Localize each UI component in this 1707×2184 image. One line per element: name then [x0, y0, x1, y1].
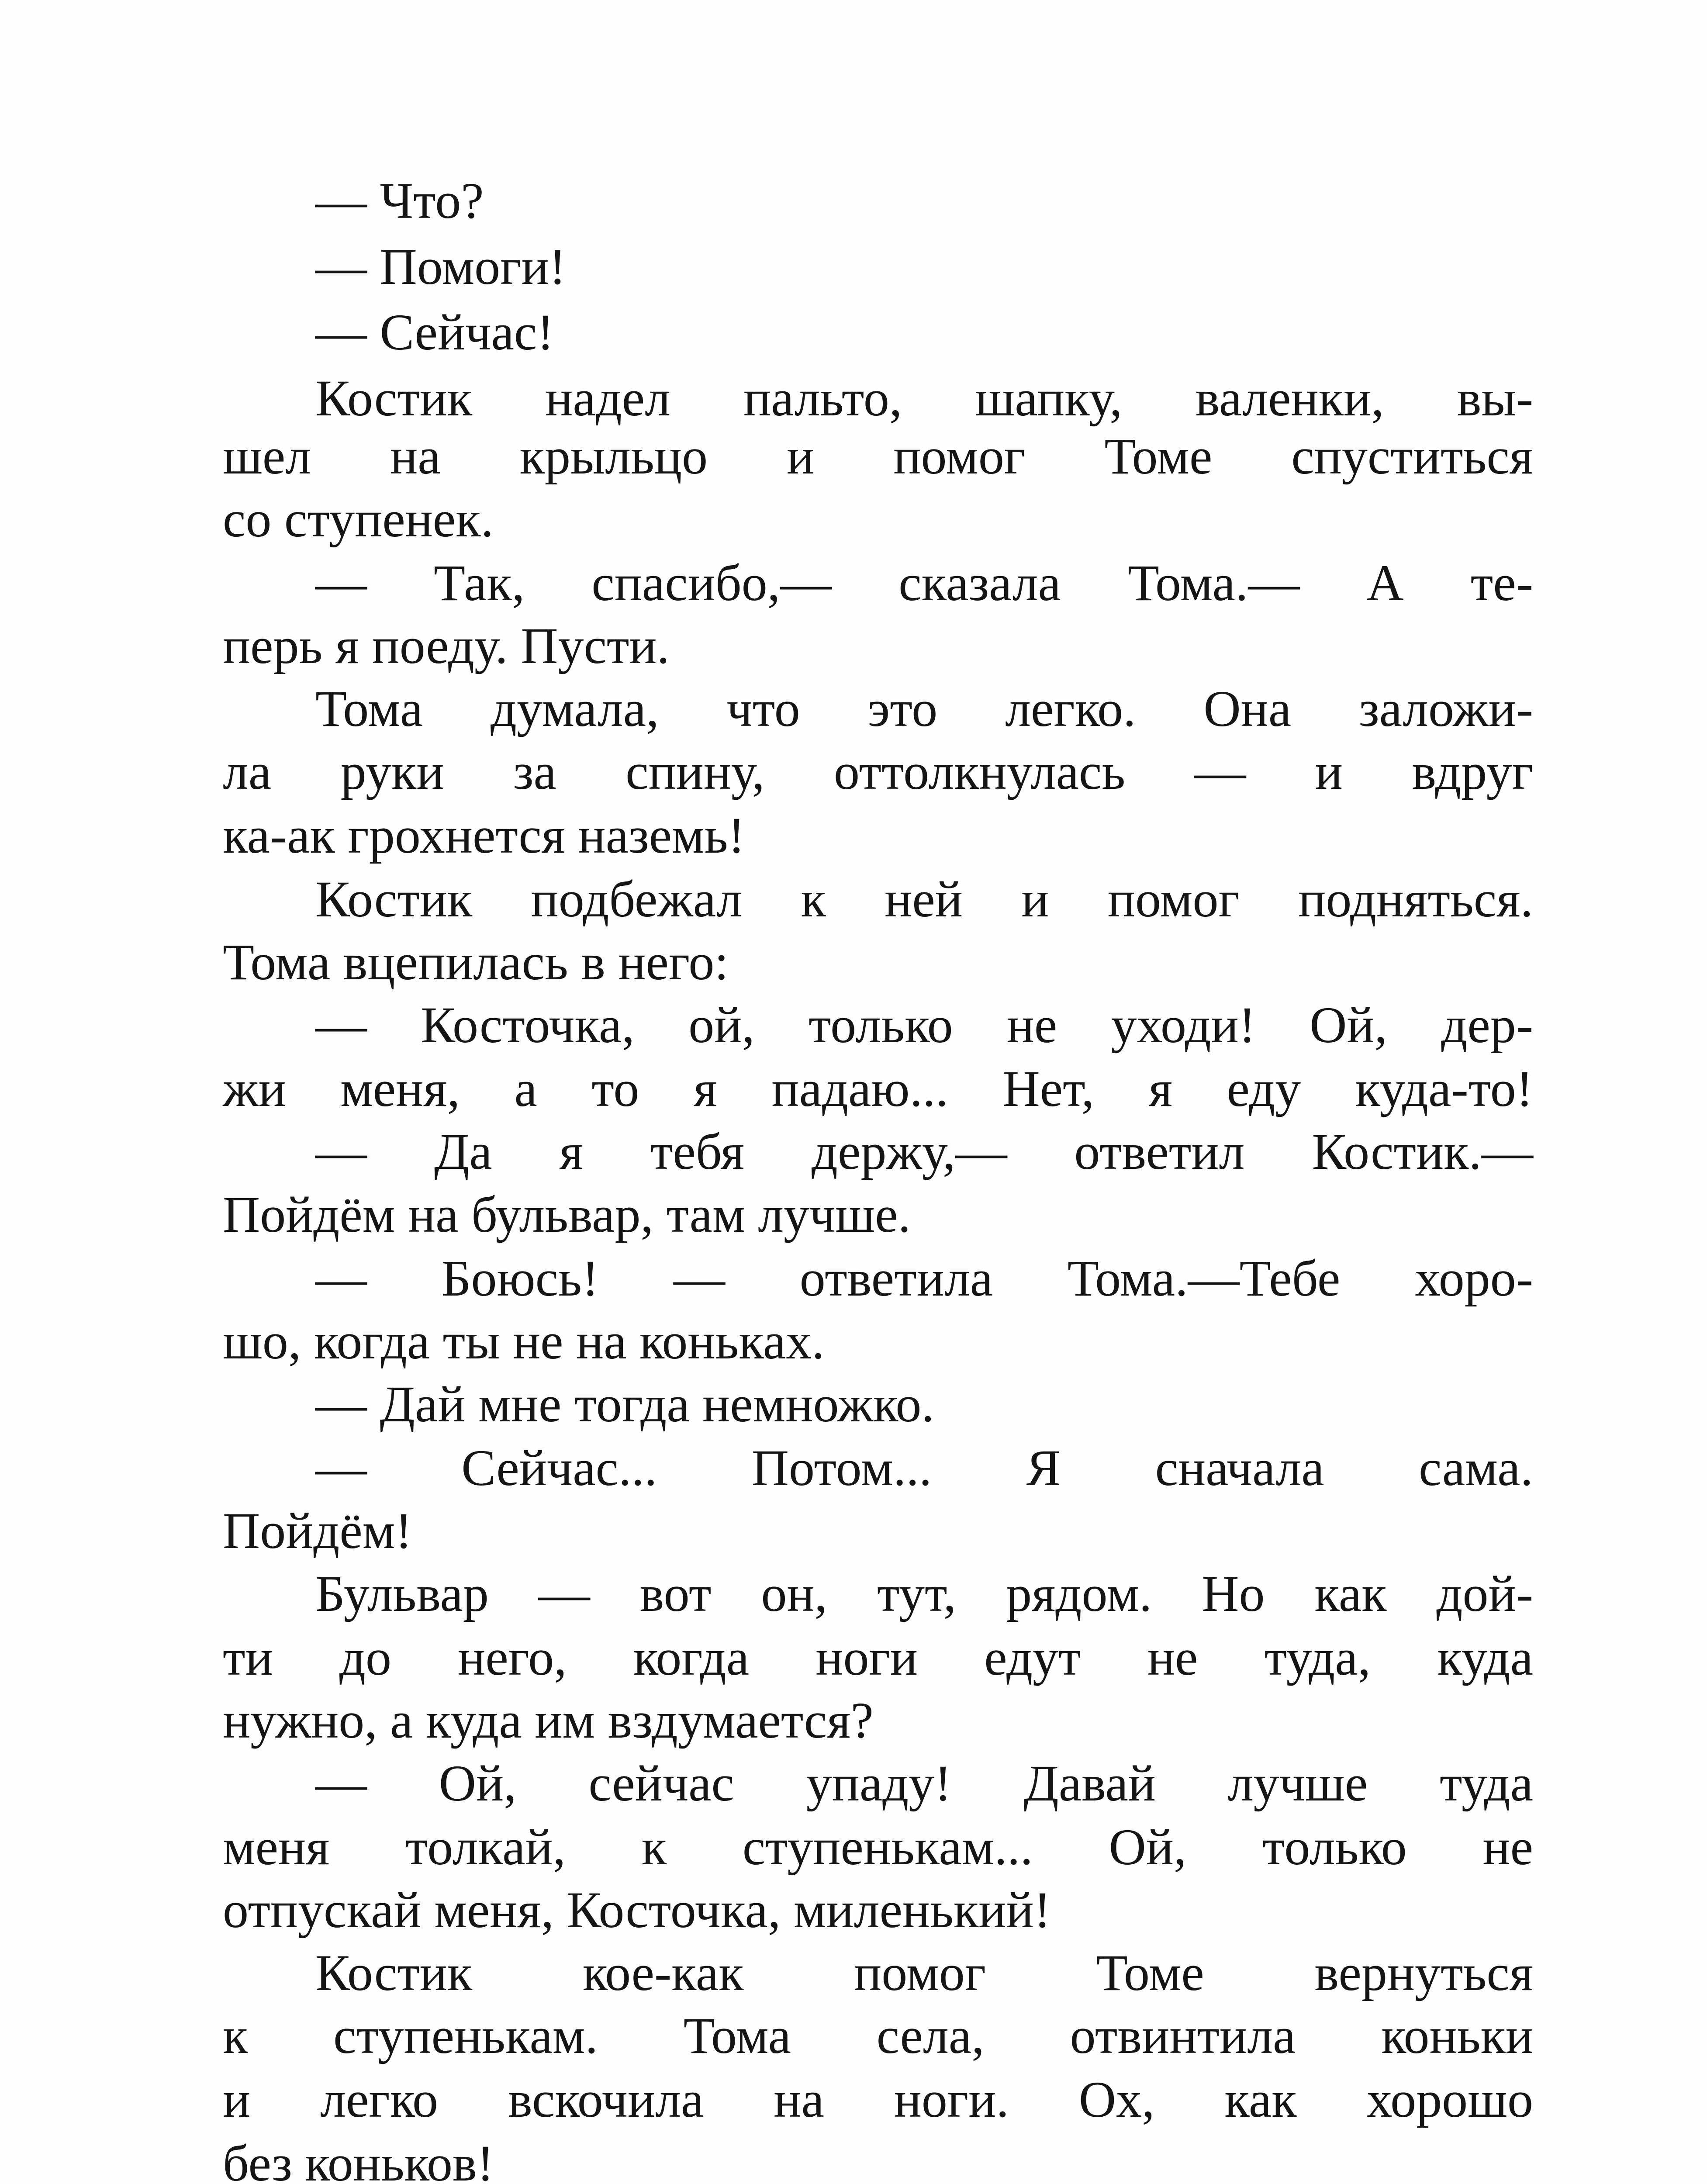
- text-line-6: со ступенек.: [223, 491, 494, 548]
- text-line-15: жи меня, а то я падаю... Нет, я еду куда-то!: [223, 1060, 1533, 1117]
- text-line-3: — Сейчас!: [315, 304, 554, 361]
- text-line-24: ти до него, когда ноги едут не туда, куда: [223, 1629, 1533, 1686]
- text-line-14: — Косточка, ой, только не уходи! Ой, дер-: [315, 996, 1533, 1054]
- text-line-18: — Боюсь! — ответила Тома.—Тебе хоро-: [315, 1250, 1533, 1307]
- text-line-17: Пойдём на бульвар, там лучше.: [223, 1186, 911, 1243]
- text-line-13: Тома вцепилась в него:: [223, 933, 729, 991]
- text-line-7: — Так, спасибо,— сказала Тома.— А те-: [315, 554, 1533, 612]
- text-line-19: шо, когда ты не на коньках.: [223, 1313, 825, 1370]
- text-line-26: — Ой, сейчас упаду! Давай лучше туда: [315, 1755, 1533, 1812]
- text-line-9: Тома думала, что это легко. Она заложи-: [315, 680, 1533, 737]
- text-line-5: шел на крыльцо и помог Томе спуститься: [223, 428, 1533, 485]
- text-line-20: — Дай мне тогда немножко.: [315, 1375, 934, 1433]
- text-line-21: — Сейчас... Потом... Я сначала сама.: [315, 1439, 1533, 1496]
- text-line-29: Костик кое-как помог Томе вернуться: [315, 1944, 1533, 2001]
- text-line-31: и легко вскочила на ноги. Ох, как хорошо: [223, 2071, 1533, 2128]
- text-line-1: — Что?: [315, 172, 484, 229]
- text-line-4: Костик надел пальто, шапку, валенки, вы-: [315, 370, 1533, 427]
- text-line-32: без коньков!: [223, 2135, 494, 2184]
- text-line-10: ла руки за спину, оттолкнулась — и вдруг: [223, 743, 1533, 800]
- text-line-25: нужно, а куда им вздумается?: [223, 1692, 874, 1749]
- text-line-27: меня толкай, к ступенькам... Ой, только не: [223, 1818, 1533, 1876]
- text-line-12: Костик подбежал к ней и помог подняться.: [315, 871, 1533, 928]
- text-line-16: — Да я тебя держу,— ответил Костик.—: [315, 1123, 1533, 1180]
- text-line-30: к ступенькам. Тома села, отвинтила коньки: [223, 2007, 1533, 2064]
- text-line-22: Пойдём!: [223, 1502, 412, 1559]
- text-line-2: — Помоги!: [315, 238, 566, 295]
- text-line-8: перь я поеду. Пусти.: [223, 617, 670, 674]
- text-line-28: отпускай меня, Косточка, миленький!: [223, 1881, 1051, 1939]
- text-line-23: Бульвар — вот он, тут, рядом. Но как дой-: [315, 1565, 1533, 1622]
- text-line-11: ка-ак грохнется наземь!: [223, 807, 745, 864]
